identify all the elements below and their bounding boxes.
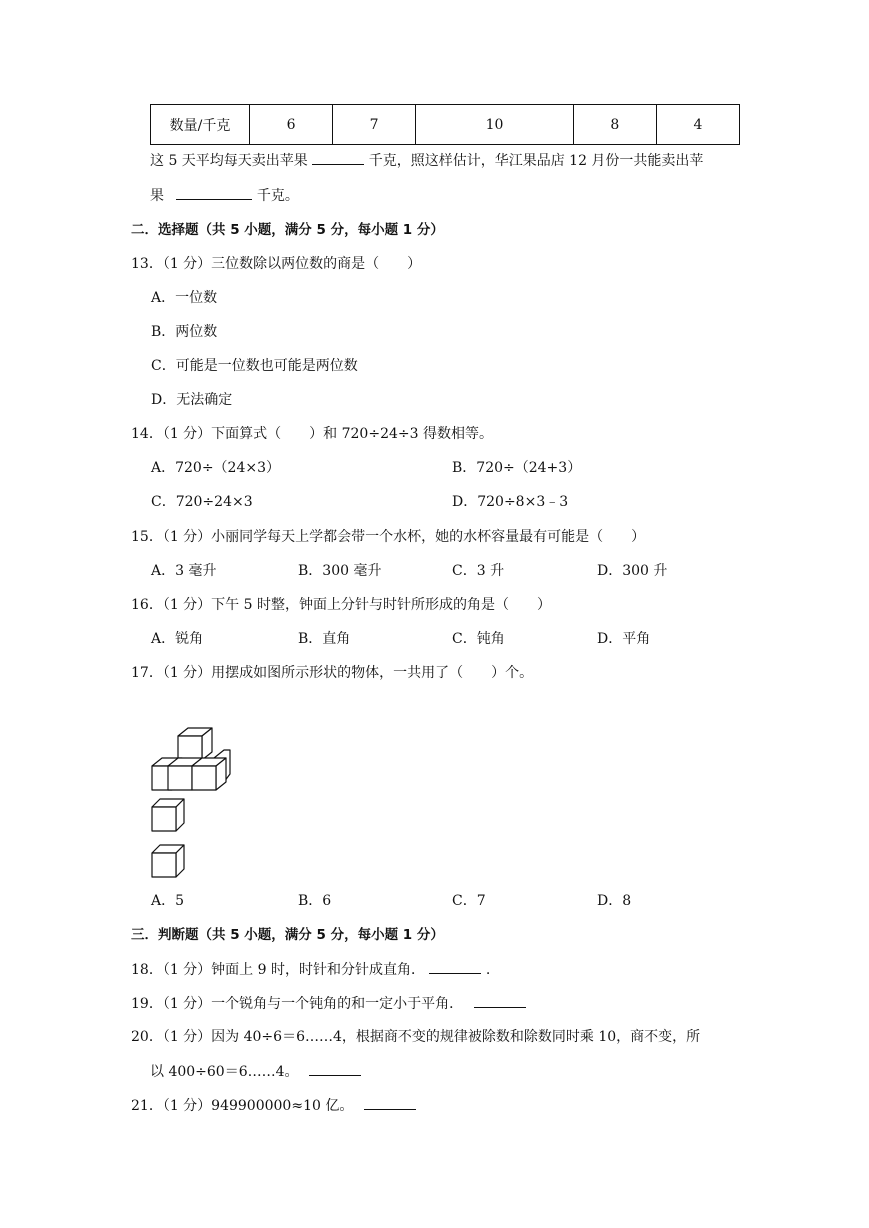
q15-stem: 15．（1 分）小丽同学每天上学都会带一个水杯，她的水杯容量最有可能是（ ） [131, 529, 646, 545]
q13-option-d[interactable]: D．无法确定 [151, 392, 233, 408]
table-cell: 4 [656, 105, 739, 145]
q17-stem: 17．（1 分）用摆成如图所示形状的物体，一共用了（ ）个。 [131, 665, 534, 681]
answer-blank[interactable] [309, 1061, 361, 1076]
answer-blank[interactable] [312, 150, 364, 165]
q16-option-b[interactable]: B．直角 [298, 631, 351, 647]
q15-option-b[interactable]: B．300 毫升 [298, 563, 382, 579]
q16-option-c[interactable]: C．钝角 [452, 631, 505, 647]
table-cell: 6 [250, 105, 333, 145]
q12-text-a: 这 5 天平均每天卖出苹果 [150, 153, 308, 169]
q18-text: 18．（1 分）钟面上 9 时，时针和分针成直角． [131, 962, 425, 978]
q16-stem: 16．（1 分）下午 5 时整，钟面上分针与时针所形成的角是（ ） [131, 597, 551, 613]
q15-option-d[interactable]: D．300 升 [597, 563, 668, 579]
table-cell: 10 [416, 105, 574, 145]
q16-option-d[interactable]: D．平角 [597, 631, 651, 647]
section-title-choice: 二．选择题（共 5 小题，满分 5 分，每小题 1 分） [131, 222, 444, 238]
q16-option-a[interactable]: A．锐角 [151, 631, 204, 647]
q14-stem: 14．（1 分）下面算式（ ）和 720÷24÷3 得数相等。 [131, 426, 493, 442]
q12-text-d: 千克。 [256, 188, 299, 204]
answer-blank[interactable] [364, 1095, 416, 1110]
table-row [151, 105, 740, 145]
q19 [131, 993, 526, 1014]
q14-option-d[interactable]: D．720÷8×3﹣3 [452, 494, 569, 510]
answer-blank[interactable] [474, 993, 526, 1008]
table-cell: 8 [573, 105, 656, 145]
table-cell: 7 [333, 105, 416, 145]
q21-text: 21．（1 分）949900000≈10 亿。 [131, 1098, 354, 1114]
q12-text-c: 果 [150, 188, 164, 204]
q17-option-d[interactable]: D．8 [597, 893, 632, 909]
q18 [131, 959, 490, 980]
q18-end: . [485, 962, 491, 978]
q13-option-a[interactable]: A．一位数 [151, 290, 218, 306]
q20-text: 以 400÷60＝6……4。 [150, 1064, 299, 1080]
q14-option-a[interactable]: A．720÷（24×3） [151, 460, 281, 476]
answer-blank[interactable] [176, 185, 252, 200]
q17-option-a[interactable]: A．5 [151, 893, 185, 909]
q12-line2 [150, 185, 299, 206]
q15-option-c[interactable]: C．3 升 [452, 563, 505, 579]
q13-stem: 13．（1 分）三位数除以两位数的商是（ ） [131, 256, 422, 272]
table-header-cell: 数量/千克 [151, 105, 250, 145]
q12-line1 [150, 150, 703, 171]
q12-text-b: 千克，照这样估计，华江果品店 12 月份一共能卖出苹 [368, 153, 704, 169]
q19-text: 19．（1 分）一个锐角与一个钝角的和一定小于平角． [131, 996, 464, 1012]
q20-line1: 20．（1 分）因为 40÷6＝6……4，根据商不变的规律被除数和除数同时乘 10，商不变，所 [131, 1029, 701, 1045]
apple-sales-table [150, 104, 740, 145]
single-cube-view-2 [148, 842, 188, 880]
q15-option-a[interactable]: A．3 毫升 [151, 563, 217, 579]
section-title-judgement: 三．判断题（共 5 小题，满分 5 分，每小题 1 分） [131, 927, 444, 943]
q17-option-c[interactable]: C．7 [452, 893, 486, 909]
q21 [131, 1095, 416, 1116]
q13-option-c[interactable]: C．可能是一位数也可能是两位数 [151, 358, 358, 374]
cube-stack-front-view [148, 722, 234, 794]
q14-option-c[interactable]: C．720÷24×3 [151, 494, 253, 510]
answer-blank[interactable] [429, 959, 481, 974]
q17-option-b[interactable]: B．6 [298, 893, 332, 909]
q20-line2 [150, 1061, 361, 1082]
single-cube-view-1 [148, 796, 188, 834]
q13-option-b[interactable]: B．两位数 [151, 324, 218, 340]
q14-option-b[interactable]: B．720÷（24+3） [452, 460, 582, 476]
